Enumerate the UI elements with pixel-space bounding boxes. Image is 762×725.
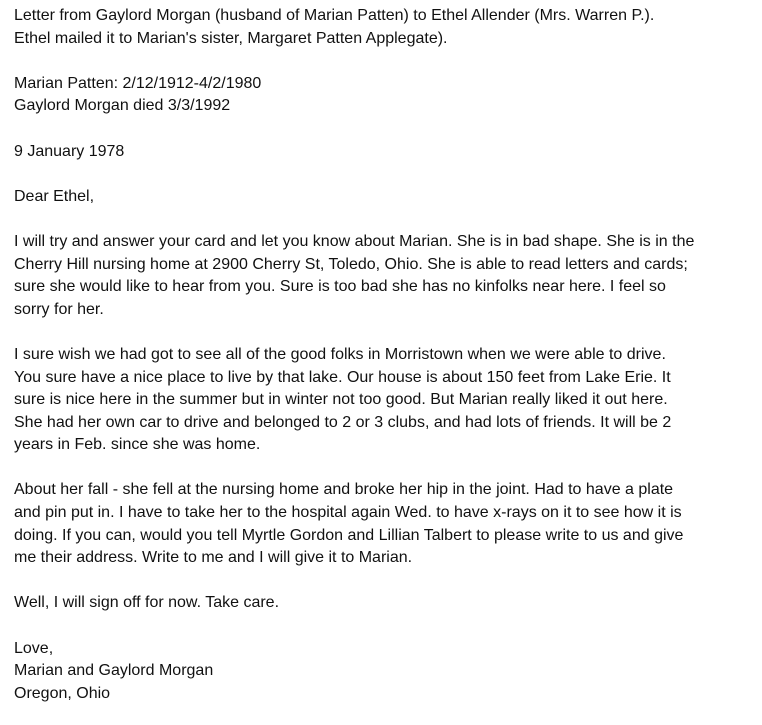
signature: Marian and Gaylord Morgan <box>14 662 214 680</box>
header-line-1: Letter from Gaylord Morgan (husband of Marian Patten) to Ethel Allender (Mrs. Warren P.). <box>14 7 655 24</box>
paragraph-3 <box>14 479 756 569</box>
spacer <box>14 50 756 73</box>
spacer <box>14 615 756 638</box>
paragraph-1 <box>14 231 756 321</box>
paragraph-line: Well, I will sign off for now. Take care. <box>14 594 280 612</box>
gaylord-death-date: Gaylord Morgan died 3/3/1992 <box>14 97 231 115</box>
paragraph-line: me their address. Write to me and I will give it to Marian. <box>14 549 413 567</box>
paragraph-line: I will try and answer your card and let you know about Marian. She is in bad shape. She is in the <box>14 232 695 250</box>
paragraph-line: doing. If you can, would you tell Myrtle Gordon and Lillian Talbert to please write to us and give <box>14 526 684 544</box>
location: Oregon, Ohio <box>14 684 111 702</box>
paragraph-line: and pin put in. I have to take her to the hospital again Wed. to have x-rays on it to see how it is <box>14 504 682 522</box>
header-line-2: Ethel mailed it to Marian's sister, Margaret Patten Applegate). <box>14 29 448 47</box>
spacer <box>14 321 756 344</box>
paragraph-line: Cherry Hill nursing home at 2900 Cherry St, Toledo, Ohio. She is able to read letters and cards; <box>14 255 688 273</box>
spacer <box>14 163 756 186</box>
paragraph-line: You sure have a nice place to live by that lake. Our house is about 150 feet from Lake Erie. It <box>14 368 671 386</box>
spacer <box>14 208 756 231</box>
paragraph-line: sure is nice here in the summer but in winter not too good. But Marian really liked it out here. <box>14 391 668 409</box>
paragraph-4 <box>14 592 756 615</box>
paragraph-line: About her fall - she fell at the nursing home and broke her hip in the joint. Had to have a plate <box>14 481 674 499</box>
spacer <box>14 570 756 593</box>
paragraph-2 <box>14 344 756 457</box>
spacer <box>14 118 756 141</box>
paragraph-line: sure she would like to hear from you. Sure is too bad she has no kinfolks near here. I feel so <box>14 278 666 296</box>
letter-date: 9 January 1978 <box>14 142 125 160</box>
spacer <box>14 457 756 480</box>
marian-dates: Marian Patten: 2/12/1912-4/2/1980 <box>14 74 262 92</box>
paragraph-line: years in Feb. since she was home. <box>14 436 261 454</box>
closing: Love, <box>14 639 54 657</box>
salutation: Dear Ethel, <box>14 187 95 205</box>
paragraph-line: She had her own car to drive and belonged to 2 or 3 clubs, and had lots of friends. It will be 2 <box>14 413 672 431</box>
paragraph-line: sorry for her. <box>14 300 104 318</box>
paragraph-line: I sure wish we had got to see all of the good folks in Morristown when we were able to drive. <box>14 345 666 363</box>
